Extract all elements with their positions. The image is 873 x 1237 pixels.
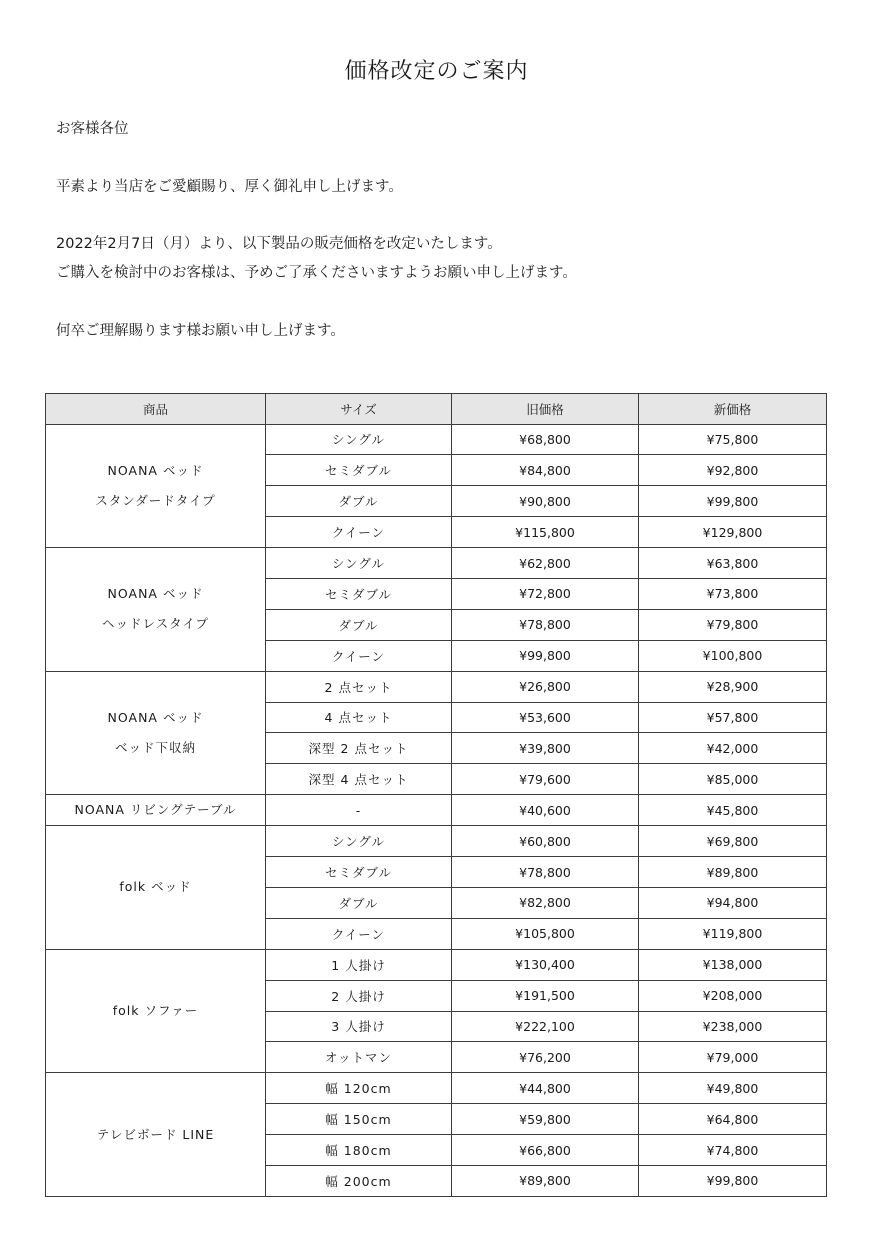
old-price-cell: ¥68,800: [452, 424, 639, 455]
size-cell: 3 人掛け: [266, 1011, 452, 1042]
size-cell: オットマン: [266, 1042, 452, 1073]
size-cell: 幅 200cm: [266, 1165, 452, 1196]
old-price-cell: ¥40,600: [452, 795, 639, 826]
header-new-price: 新価格: [639, 394, 827, 425]
old-price-cell: ¥39,800: [452, 733, 639, 764]
size-cell: クイーン: [266, 517, 452, 548]
table-header-row: [46, 394, 827, 425]
old-price-cell: ¥78,800: [452, 609, 639, 640]
new-price-cell: ¥28,900: [639, 671, 827, 702]
new-price-cell: ¥79,800: [639, 609, 827, 640]
product-name-line: folk ソファー: [112, 1003, 199, 1019]
product-name-cell: [46, 795, 266, 826]
header-product: 商品: [46, 394, 266, 425]
new-price-cell: ¥85,000: [639, 764, 827, 795]
size-cell: 1 人掛け: [266, 949, 452, 980]
old-price-cell: ¥26,800: [452, 671, 639, 702]
product-name-cell: [46, 949, 266, 1073]
new-price-cell: ¥49,800: [639, 1073, 827, 1104]
table-row: [46, 1073, 827, 1104]
size-cell: 深型 2 点セット: [266, 733, 452, 764]
notice-line-2: ご購入を検討中のお客様は、予めご了承くださいますようお願い申し上げます。: [56, 265, 577, 281]
product-name-line: folk ベッド: [119, 879, 192, 895]
old-price-cell: ¥99,800: [452, 640, 639, 671]
old-price-cell: ¥115,800: [452, 517, 639, 548]
size-cell: シングル: [266, 548, 452, 579]
old-price-cell: ¥191,500: [452, 980, 639, 1011]
size-cell: ダブル: [266, 609, 452, 640]
old-price-cell: ¥82,800: [452, 887, 639, 918]
old-price-cell: ¥62,800: [452, 548, 639, 579]
size-cell: 幅 180cm: [266, 1135, 452, 1166]
table-row: [46, 795, 827, 826]
new-price-cell: ¥94,800: [639, 887, 827, 918]
new-price-cell: ¥119,800: [639, 918, 827, 949]
product-name-line: ヘッドレスタイプ: [101, 616, 209, 632]
new-price-cell: ¥208,000: [639, 980, 827, 1011]
header-old-price: 旧価格: [452, 394, 639, 425]
table-row: [46, 548, 827, 579]
size-cell: 幅 150cm: [266, 1104, 452, 1135]
product-name-cell: [46, 1073, 266, 1197]
notice-line-1: 2022年2月7日（月）より、以下製品の販売価格を改定いたします。: [56, 236, 502, 252]
table-row: [46, 424, 827, 455]
size-cell: セミダブル: [266, 578, 452, 609]
new-price-cell: ¥64,800: [639, 1104, 827, 1135]
new-price-cell: ¥57,800: [639, 702, 827, 733]
old-price-cell: ¥44,800: [452, 1073, 639, 1104]
new-price-cell: ¥129,800: [639, 517, 827, 548]
new-price-cell: ¥138,000: [639, 949, 827, 980]
new-price-cell: ¥63,800: [639, 548, 827, 579]
product-name-line: NOANA ベッド: [107, 586, 204, 602]
new-price-cell: ¥89,800: [639, 857, 827, 888]
size-cell: 2 点セット: [266, 671, 452, 702]
size-cell: クイーン: [266, 918, 452, 949]
salutation: お客様各位: [56, 121, 129, 137]
new-price-cell: ¥100,800: [639, 640, 827, 671]
size-cell: -: [266, 795, 452, 826]
old-price-cell: ¥105,800: [452, 918, 639, 949]
product-name-cell: [46, 671, 266, 795]
new-price-cell: ¥99,800: [639, 1165, 827, 1196]
old-price-cell: ¥53,600: [452, 702, 639, 733]
old-price-cell: ¥60,800: [452, 826, 639, 857]
product-name-line: NOANA リビングテーブル: [74, 802, 237, 818]
size-cell: ダブル: [266, 887, 452, 918]
price-table: [45, 393, 827, 1197]
old-price-cell: ¥79,600: [452, 764, 639, 795]
new-price-cell: ¥69,800: [639, 826, 827, 857]
old-price-cell: ¥66,800: [452, 1135, 639, 1166]
old-price-cell: ¥78,800: [452, 857, 639, 888]
old-price-cell: ¥72,800: [452, 578, 639, 609]
product-name-line: テレビボード LINE: [96, 1126, 215, 1142]
size-cell: クイーン: [266, 640, 452, 671]
new-price-cell: ¥74,800: [639, 1135, 827, 1166]
product-name-line: NOANA ベッド: [107, 462, 204, 478]
size-cell: セミダブル: [266, 455, 452, 486]
size-cell: 2 人掛け: [266, 980, 452, 1011]
new-price-cell: ¥73,800: [639, 578, 827, 609]
page-title: 価格改定のご案内: [344, 59, 529, 84]
new-price-cell: ¥238,000: [639, 1011, 827, 1042]
size-cell: 4 点セット: [266, 702, 452, 733]
greeting-paragraph: 平素より当店をご愛顧賜り、厚く御礼申し上げます。: [56, 179, 403, 195]
product-name-line: NOANA ベッド: [107, 709, 204, 725]
header-size: サイズ: [266, 394, 452, 425]
product-name-line: ベッド下収納: [114, 739, 196, 755]
product-name-cell: [46, 424, 266, 548]
new-price-cell: ¥92,800: [639, 455, 827, 486]
size-cell: シングル: [266, 826, 452, 857]
old-price-cell: ¥76,200: [452, 1042, 639, 1073]
old-price-cell: ¥89,800: [452, 1165, 639, 1196]
size-cell: 幅 120cm: [266, 1073, 452, 1104]
old-price-cell: ¥90,800: [452, 486, 639, 517]
size-cell: 深型 4 点セット: [266, 764, 452, 795]
new-price-cell: ¥75,800: [639, 424, 827, 455]
old-price-cell: ¥222,100: [452, 1011, 639, 1042]
new-price-cell: ¥45,800: [639, 795, 827, 826]
product-name-cell: [46, 826, 266, 950]
table-row: [46, 949, 827, 980]
table-row: [46, 826, 827, 857]
size-cell: ダブル: [266, 486, 452, 517]
closing-paragraph: 何卒ご理解賜ります様お願い申し上げます。: [56, 323, 345, 339]
new-price-cell: ¥79,000: [639, 1042, 827, 1073]
new-price-cell: ¥99,800: [639, 486, 827, 517]
new-price-cell: ¥42,000: [639, 733, 827, 764]
old-price-cell: ¥84,800: [452, 455, 639, 486]
price-table-body: [46, 424, 827, 1196]
table-row: [46, 671, 827, 702]
product-name-cell: [46, 548, 266, 672]
size-cell: シングル: [266, 424, 452, 455]
product-name-line: スタンダードタイプ: [95, 492, 216, 508]
old-price-cell: ¥59,800: [452, 1104, 639, 1135]
size-cell: セミダブル: [266, 857, 452, 888]
old-price-cell: ¥130,400: [452, 949, 639, 980]
